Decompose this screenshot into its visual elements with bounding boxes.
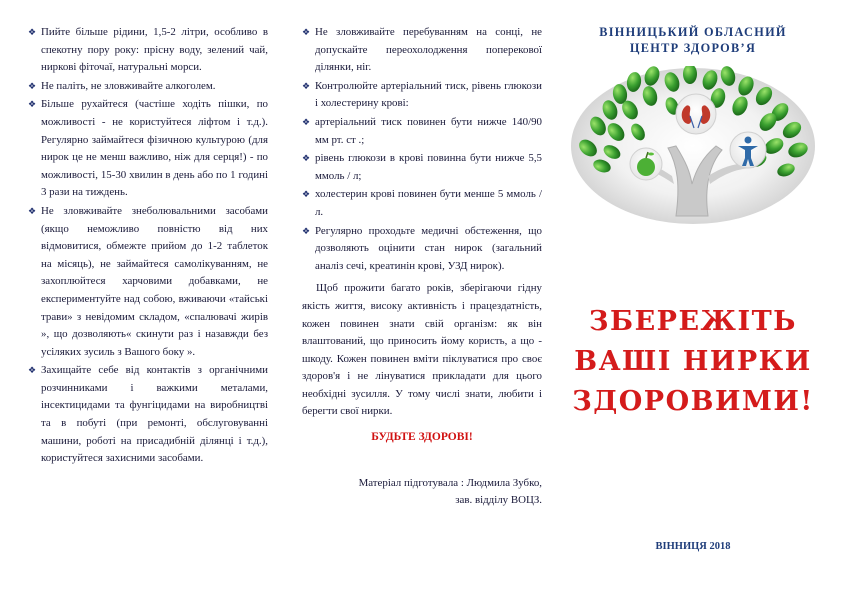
city-year: ВІННИЦЯ 2018 [655, 541, 731, 552]
closing-paragraph: Щоб прожити багато років, зберігаючи гідну якість життя, високу активність і працездатність, кожен повинен знати свій організм: як він влаштований, що приносить йому користь, а що - шкоду. Кожен повинен вміти піклуватися про своє здоров'я і не лінуватися прикладати для цього необхідні зусилля. У тому числі знати, любити і берегти свої нирки. [302, 282, 542, 418]
credit-line: Матеріал підготувала : Людмила Зубко, [358, 476, 542, 489]
list-item: ❖ Не паліть, не зловживайте алкоголем. [28, 78, 268, 96]
left-column [28, 24, 268, 469]
diamond-bullet-icon: ❖ [28, 365, 37, 376]
health-tree-illustration [568, 66, 818, 226]
list-item: ❖ рівень глюкози в крові повинна бути нижче 5,5 ммоль / л; [302, 152, 542, 182]
person-icon [730, 132, 766, 168]
author-credit [302, 475, 542, 509]
list-item: ❖ Не зловживайте знеболювальними засобами (якщо неможливо повністю від них відмовитися, обмежте прийом до 1-2 таблеток на місяць), не займайтеся самолікуванням, не захоплюйтеся харчовими добавками, не експериментуйте над собою, вживаючи «тайські трави» з невідомим складом, «спалювачі жирів », що дозволяють« скинути раз і назавжди без усіляких зусиль з Вашого боку ». [28, 204, 268, 358]
credit-line: зав. відділу ВОЦЗ. [455, 493, 542, 506]
apple-icon [630, 148, 662, 180]
left-bullet-list [28, 24, 268, 468]
list-item: ❖ Контролюйте артеріальний тиск, рівень глюкози і холестерину крові: [302, 79, 542, 110]
diamond-bullet-icon: ❖ [302, 225, 311, 236]
diamond-bullet-icon: ❖ [28, 205, 37, 216]
diamond-bullet-icon: ❖ [302, 153, 311, 164]
cover-headline: ЗБЕРЕЖІТЬ ВАШІ НИРКИ ЗДОРОВИМИ! [572, 306, 814, 417]
kidneys-icon [676, 94, 716, 134]
list-item: ❖ Захищайте себе від контактів з органічними розчинниками і важкими металами, інсектицидами та фунгіцидами на виробництві та в побуті (при ремонті, обслуговуванні машини, роботі на присадибній ділянці і т.д.), користуйтеся захисними засобами. [28, 364, 268, 465]
list-item: ❖ холестерин крові повинен бути менше 5 ммоль / л. [302, 188, 542, 218]
diamond-bullet-icon: ❖ [302, 189, 311, 200]
health-tree-logo [568, 66, 818, 226]
list-item: ❖ Не зловживайте перебуванням на сонці, не допускайте переохолодження поперекової ділянки, ніг. [302, 26, 542, 74]
diamond-bullet-icon: ❖ [302, 27, 311, 37]
diamond-bullet-icon: ❖ [302, 116, 311, 127]
diamond-bullet-icon: ❖ [28, 99, 37, 110]
organization-name: ВІННИЦЬКИЙ ОБЛАСНИЙ ЦЕНТР ЗДОРОВ’Я [599, 25, 787, 55]
cover-panel [562, 24, 824, 572]
list-item: ❖ Більше рухайтеся (частіше ходіть пішки, по можливості - не користуйтеся ліфтом і т.д.). Регулярно займайтеся фізичною культурою (для нирок це не менш важливо, ніж для серця!) - по можливості, 15-30 хвилин в день або по 1 годині 3 рази на тиждень. [28, 98, 268, 199]
list-item: ❖ Пийте більше рідини, 1,5-2 літри, особливо в спекотну пору року: прісну воду, зелений чай, ниркові фіточаї, натуральні морси. [28, 26, 268, 74]
greeting-text: БУДЬТЕ ЗДОРОВІ! [371, 431, 473, 444]
middle-column [302, 24, 542, 509]
list-item: ❖ артеріальний тиск повинен бути нижче 140/90 мм рт. ст .; [302, 115, 542, 146]
middle-bullet-list [302, 24, 542, 275]
diamond-bullet-icon: ❖ [28, 27, 37, 37]
diamond-bullet-icon: ❖ [302, 80, 311, 91]
diamond-bullet-icon: ❖ [28, 80, 37, 91]
list-item: ❖ Регулярно проходьте медичні обстеження, що дозволяють оцінити стан нирок (загальний аналіз сечі, креатинін крові, УЗД нирок). [302, 224, 542, 272]
